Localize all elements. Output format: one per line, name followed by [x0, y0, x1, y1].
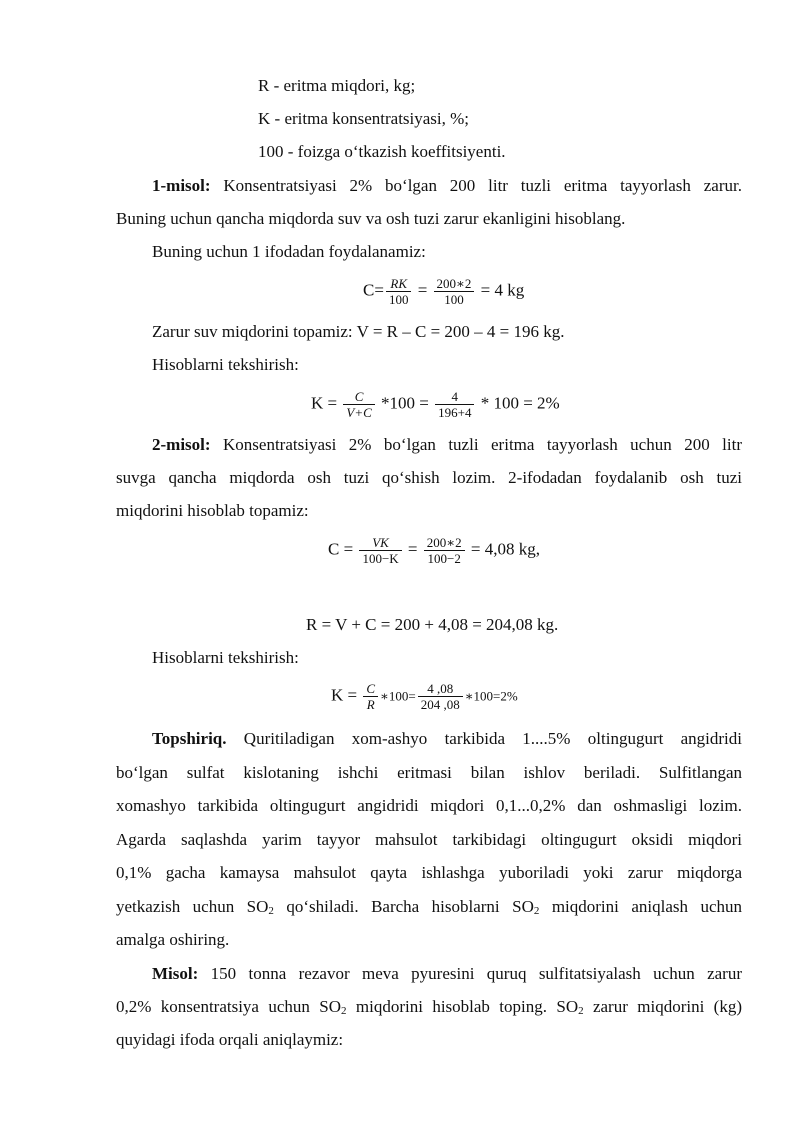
task-line1: Topshiriq. Quritiladigan xom-ashyo tarkibida 1....5% oltingugurt angidridi: [152, 729, 742, 748]
task-line3: xomashyo tarkibida oltingugurt angidridi miqdori 0,1...0,2% dan oshmasligi lozim.: [116, 796, 742, 815]
def-r: R - eritma miqdori, kg;: [258, 76, 416, 95]
task-line5: 0,1% gacha kamaysa mahsulot qayta ishlashga yuboriladi yoki zarur miqdorga: [116, 863, 742, 882]
r-calc: R = V + C = 200 + 4,08 = 204,08 kg.: [306, 615, 559, 634]
fraction: $\frac{RK}{100}$: [386, 276, 412, 307]
task-line4: Agarda saqlashda yarim tayyor mahsulot tarkibidagi oltingugurt oksidi miqdori: [116, 830, 742, 849]
formula-c-2: C = $\frac{VK}{100-K}$ = $\frac{200∗2}{100-2}$ = 4,08 kg,: [328, 535, 540, 566]
fraction: $\frac{4 ,08}{204 ,08}$: [418, 681, 463, 712]
fraction: $\frac{200∗2}{100}$: [434, 276, 475, 307]
def-k: K - eritma konsentratsiyasi, %;: [258, 109, 470, 128]
example1-line1: 1-misol: Konsentratsiyasi 2% bo‘lgan 200 litr tuzli eritma tayyorlash zarur.: [152, 176, 742, 195]
example2-line2: suvga qancha miqdorda osh tuzi qo‘shish lozim. 2-ifodadan foydalanib osh tuzi: [116, 468, 742, 487]
example1-label: 1-misol:: [152, 176, 211, 195]
example3-label: Misol:: [152, 964, 199, 983]
formula-c-1: C= $\frac{RK}{100}$ = $\frac{200∗2}{100}$ = 4 kg: [363, 276, 525, 307]
task-line6: yetkazish uchun $SO_2$ qo‘shiladi. Barcha hisoblarni $SO_2$ miqdorini aniqlash uchun: [116, 897, 742, 917]
example1-line2: Buning uchun qancha miqdorda suv va osh tuzi zarur ekanligini hisoblang.: [116, 209, 626, 228]
fraction: $\frac{4}{196+4}$: [435, 389, 474, 420]
example2-label: 2-misol:: [152, 435, 211, 454]
formula-k-2: K = $\frac{C}{R}$ ∗100= $\frac{4 ,08}{204 ,08}$ ∗100=2%: [331, 681, 518, 712]
task-label: Topshiriq.: [152, 729, 227, 748]
example2-line3: miqdorini hisoblab topamiz:: [116, 501, 309, 520]
example3-line2: 0,2% konsentratsiya uchun $SO_2$ miqdorini hisoblab toping. $SO_2$ zarur miqdorini (kg): [116, 997, 742, 1017]
check-heading-2: Hisoblarni tekshirish:: [152, 648, 299, 667]
example1-line3: Buning uchun 1 ifodadan foydalanamiz:: [152, 242, 426, 261]
example3-line3: quyidagi ifoda orqali aniqlaymiz:: [116, 1030, 344, 1049]
example2-line1: 2-misol: Konsentratsiyasi 2% bo‘lgan tuzli eritma tayyorlash uchun 200 litr: [152, 435, 742, 454]
water-calc: Zarur suv miqdorini topamiz: V = R – C = 200 – 4 = 196 kg.: [152, 322, 565, 341]
def-100: 100 - foizga o‘tkazish koeffitsiyenti.: [258, 142, 506, 161]
fraction: $\frac{VK}{100-K}$: [359, 535, 401, 566]
check-heading-1: Hisoblarni tekshirish:: [152, 355, 299, 374]
fraction: $\frac{C}{V+C}$: [343, 389, 374, 420]
fraction: $\frac{200∗2}{100-2}$: [424, 535, 465, 566]
fraction: $\frac{C}{R}$: [363, 681, 378, 712]
task-line7: amalga oshiring.: [116, 930, 230, 949]
task-line2: bo‘lgan sulfat kislotaning ishchi eritmasi bilan ishlov beriladi. Sulfitlangan: [116, 763, 742, 782]
formula-k-1: K = $\frac{C}{V+C}$ *100 = $\frac{4}{196+4}$ * 100 = 2%: [311, 389, 560, 420]
example3-line1: Misol: 150 tonna rezavor meva pyuresini quruq sulfitatsiyalash uchun zarur: [152, 964, 742, 983]
